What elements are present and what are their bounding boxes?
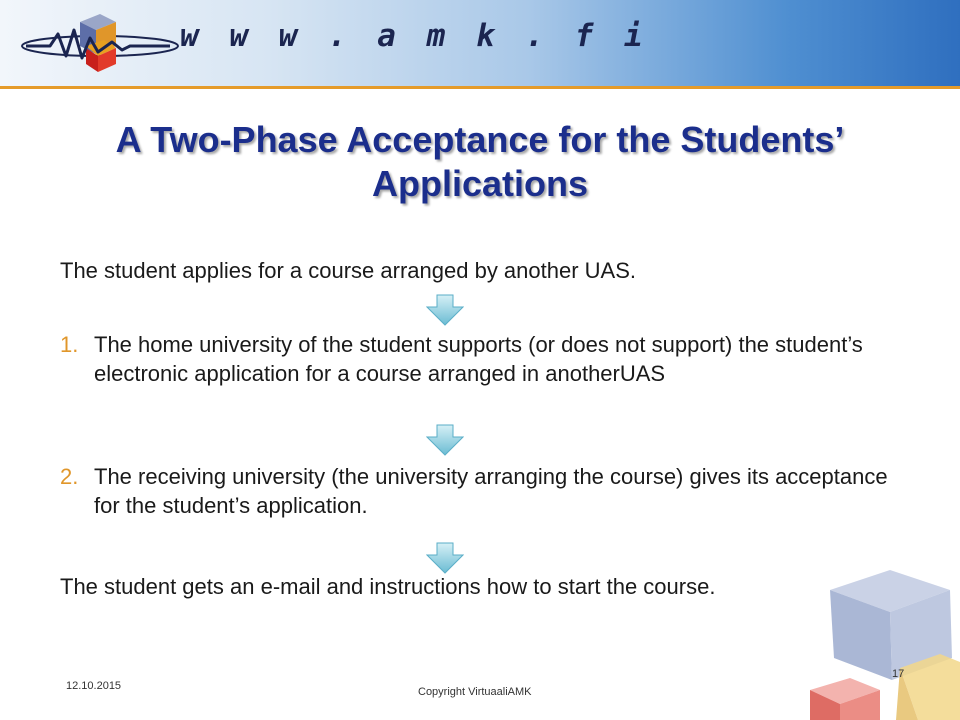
arrow-down-icon <box>426 542 464 574</box>
list-number: 2. <box>60 464 79 489</box>
footer-date: 12.10.2015 <box>66 680 122 692</box>
slide-title: A Two-Phase Acceptance for the Students’ Applications <box>115 119 845 204</box>
header-divider <box>0 86 960 89</box>
header-banner <box>0 0 960 86</box>
list-item-text: The home university of the student supports (or does not support) the student’s electronic application for a course arranged in anotherUAS <box>94 332 863 386</box>
site-url[interactable]: w w w . a m k . f i <box>180 18 649 54</box>
arrow-down-icon <box>426 424 464 456</box>
decorative-cubes <box>800 540 960 720</box>
list-item <box>60 462 900 520</box>
list-number: 1. <box>60 332 79 357</box>
outro-text: The student gets an e-mail and instructions how to start the course. <box>60 574 716 599</box>
list-item-text: The receiving university (the university arranging the course) gives its acceptance for the student’s application. <box>94 464 888 518</box>
amk-logo <box>20 12 180 76</box>
footer-copyright: Copyright VirtuaaliAMK <box>418 686 532 698</box>
list-item <box>60 330 900 388</box>
intro-text: The student applies for a course arranged by another UAS. <box>60 258 637 283</box>
arrow-down-icon <box>426 294 464 326</box>
page-number: 17 <box>892 668 905 680</box>
